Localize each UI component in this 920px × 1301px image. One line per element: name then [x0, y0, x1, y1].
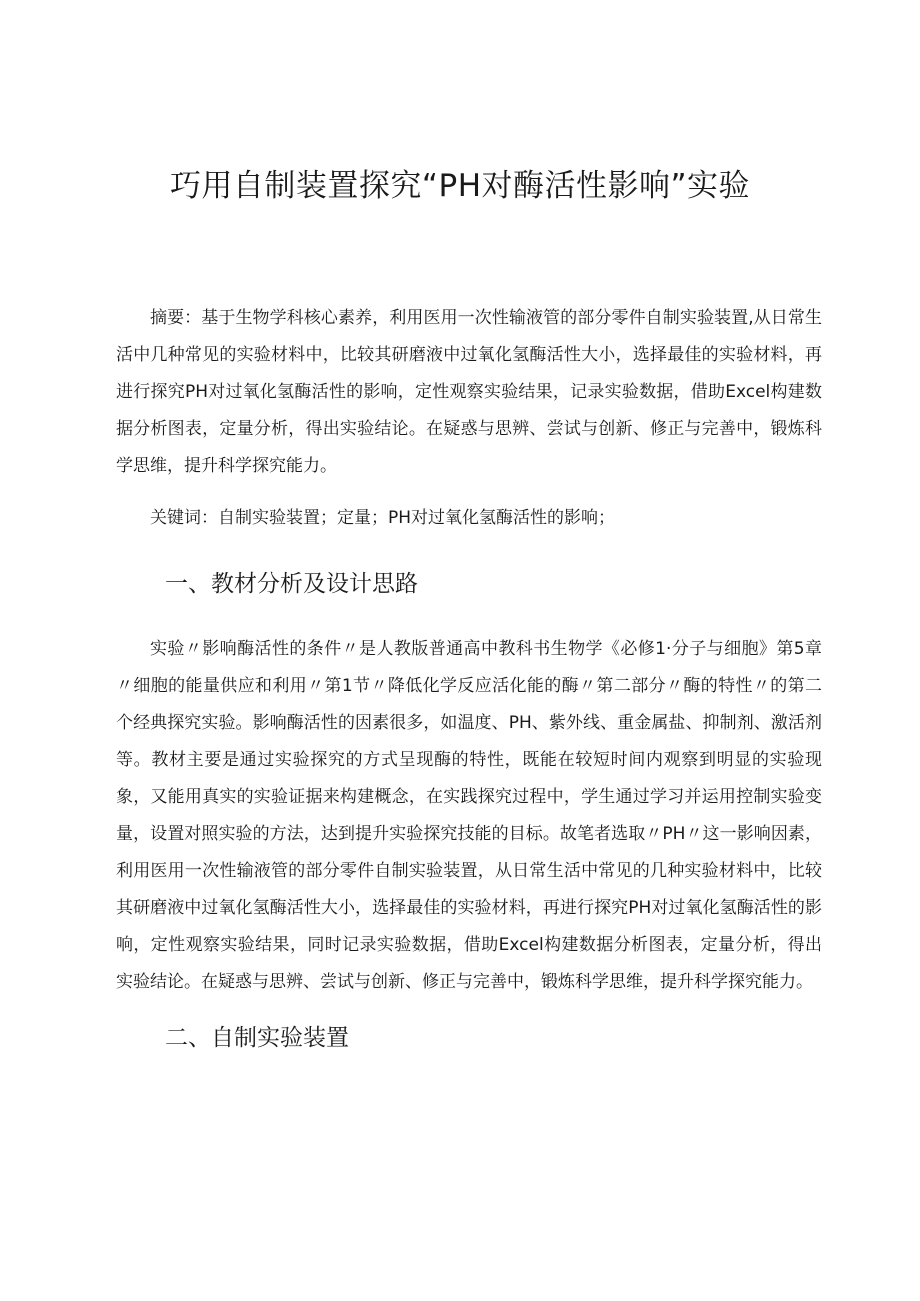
keywords-paragraph: 关键词：自制实验装置；定量；PH对过氧化氢酶活性的影响； [150, 508, 616, 528]
section-1-body: 实验〃影响酶活性的条件〃是人教版普通高中教科书生物学《必修1·分子与细胞》第5章〃细胞的能量供应和利用〃第1节〃降低化学反应活化能的酶〃第二部分〃酶的特性〃的第二个经典探究实验。影响酶活性的因素很多，如温度、PH、紫外线、重金属盐、抑制剂、激活剂等。教材主要是通过实验探究的方式呈现酶的特性，既能在较短时间内观察到明显的实验现象，又能用真实的实验证据来构建概念，在实践探究过程中，学生通过学习并运用控制实验变量，设置对照实验的方法，达到提升实验探究技能的目标。故笔者选取〃PH〃这一影响因素，利用医用一次性输液管的部分零件自制实验装置，从日常生活中常见的几种实验材料中，比较其研磨液中过氧化氢酶活性大小，选择最佳的实验材料，再进行探究PH对过氧化氢酶活性的影响，定性观察实验结果，同时记录实验数据，借助Excel构建数据分析图表，定量分析，得出实验结论。在疑惑与思辨、尝试与创新、修正与完善中，锻炼科学思维，提升科学探究能力。 [116, 639, 822, 992]
abstract-paragraph: 摘要：基于生物学科核心素养，利用医用一次性输液管的部分零件自制实验装置,从日常生活中几种常见的实验材料中，比较其研磨液中过氧化氢酶活性大小，选择最佳的实验材料，再进行探究PH对过氧化氢酶活性的影响，定性观察实验结果，记录实验数据，借助Excel构建数据分析图表，定量分析，得出实验结论。在疑惑与思辨、尝试与创新、修正与完善中，锻炼科学思维，提升科学探究能力。 [116, 308, 822, 476]
document-title: 巧用自制装置探究“PH对酶活性影响”实验 [169, 168, 751, 204]
section-heading-1: 一、教材分析及设计思路 [165, 571, 418, 597]
section-heading-2: 二、自制实验装置 [165, 1025, 349, 1051]
